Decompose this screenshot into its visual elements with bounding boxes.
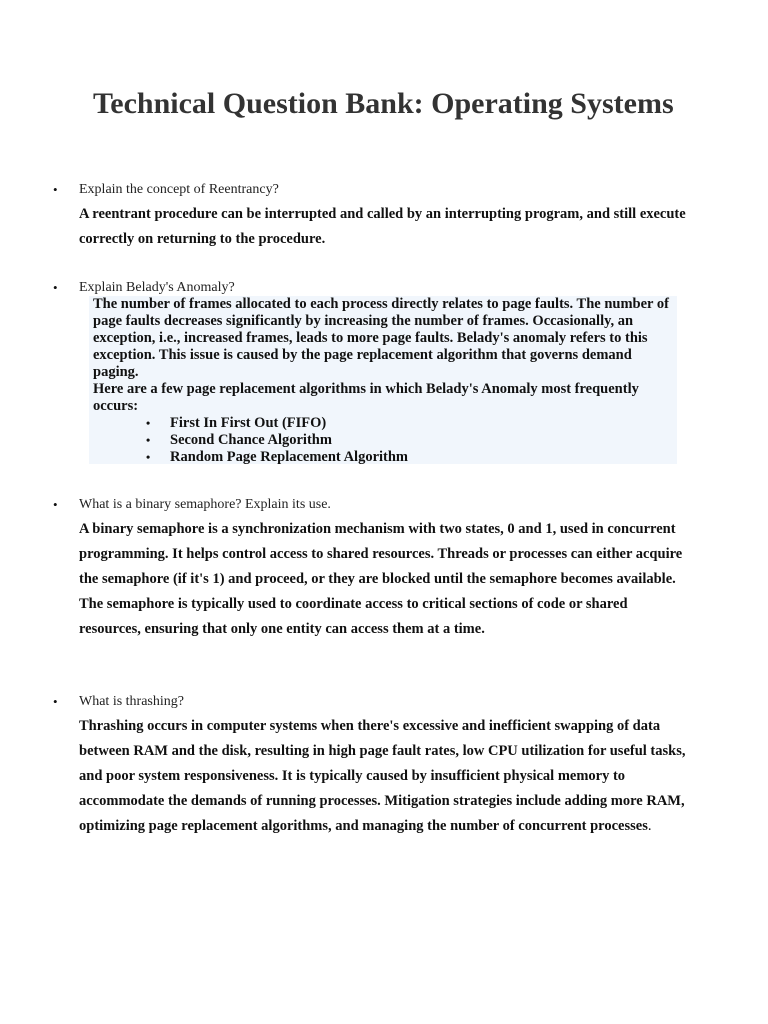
list-item-label: Random Page Replacement Algorithm — [170, 449, 409, 465]
answer-paragraph: The number of frames allocated to each process directly relates to page faults. The number of page faults decreases significantly by increasing the number of frames. Occasionally, an exception, i.e., increased frames, leads to more page faults. Belady's anomaly refers to this exception. This issue is caused by the page replacement algorithm that governs demand paging. — [93, 296, 669, 380]
question-text: Explain the concept of Reentrancy? — [79, 182, 279, 197]
answer-text — [79, 714, 689, 839]
question-text: What is thrashing? — [79, 694, 184, 709]
bullet: • — [146, 416, 151, 430]
answer-text: A reentrant procedure can be interrupted and called by an interrupting program, and still execute correctly on returning to the procedure. — [79, 206, 686, 247]
list-item-label: Second Chance Algorithm — [170, 432, 332, 448]
bullet: • — [53, 694, 58, 709]
bullet: • — [53, 182, 58, 197]
bullet: • — [53, 280, 58, 295]
answer-paragraph: Here are a few page replacement algorithms in which Belady's Anomaly most frequently occurs: — [93, 381, 639, 414]
bullet: • — [146, 433, 151, 447]
list-item-label: First In First Out (FIFO) — [170, 415, 327, 431]
list-item — [146, 432, 677, 449]
answer-text: A binary semaphore is a synchronization mechanism with two states, 0 and 1, used in concurrent programming. It helps control access to shared resources. Threads or processes can either acquire the semaphore (if it's 1) and proceed, or they are blocked until the semaphore becomes available. The semaphore is typically used to coordinate access to critical sections of code or shared resources, ensuring that only one entity can access them at a time. — [79, 521, 683, 637]
list-item — [146, 415, 677, 432]
bullet: • — [53, 497, 58, 512]
algorithm-list — [93, 415, 677, 466]
answer-period: . — [647, 818, 652, 834]
question-text: Explain Belady's Anomaly? — [79, 280, 235, 295]
answer-body: Thrashing occurs in computer systems when there's excessive and inefficient swapping of data between RAM and the disk, resulting in high page fault rates, low CPU utilization for useful tasks, and poor system responsiveness. It is typically caused by insufficient physical memory to accommodate the demands of running processes. Mitigation strategies include adding more RAM, optimizing page replacement algorithms, and managing the number of concurrent processes — [79, 718, 686, 834]
page-title: Technical Question Bank: Operating Systems — [93, 87, 674, 120]
question-text: What is a binary semaphore? Explain its use. — [79, 497, 331, 512]
list-item — [146, 449, 677, 466]
bullet: • — [146, 450, 151, 464]
answer-highlight-box — [89, 296, 677, 464]
